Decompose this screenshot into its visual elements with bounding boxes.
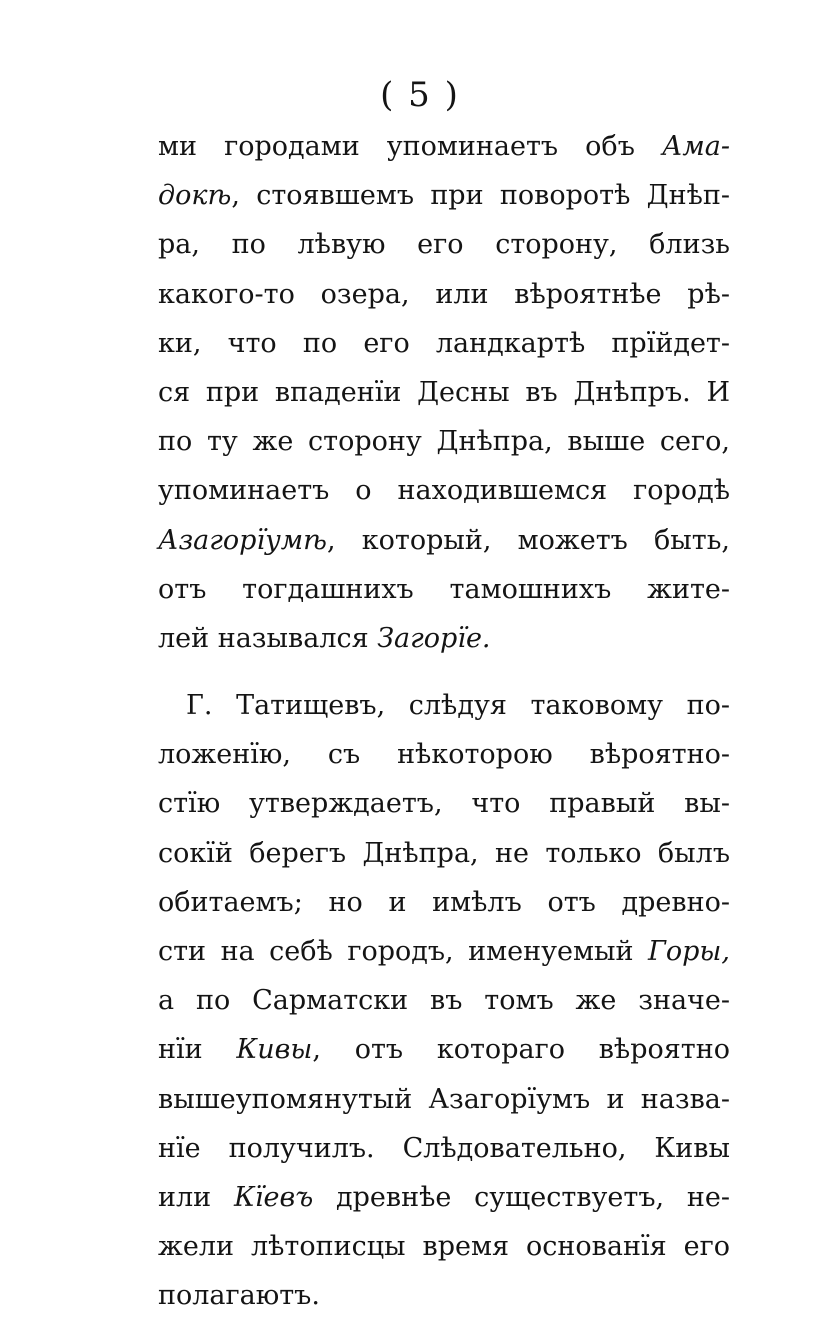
text-line bbox=[158, 927, 730, 976]
text-line bbox=[158, 220, 730, 269]
text-line bbox=[158, 1173, 730, 1222]
text-segment: нїи bbox=[158, 1034, 237, 1066]
italic-text: Кивы bbox=[236, 1034, 313, 1066]
text-segment: Г. Татищевъ, слѣдуя таковому по- bbox=[186, 690, 730, 722]
text-line bbox=[158, 516, 730, 565]
text-line bbox=[158, 878, 730, 927]
text-line bbox=[158, 368, 730, 417]
text-line bbox=[158, 1124, 730, 1173]
italic-text: Кїевъ bbox=[233, 1181, 314, 1213]
text-line bbox=[158, 417, 730, 466]
text-segment: полагаютъ. bbox=[158, 1280, 320, 1312]
text-line bbox=[158, 1075, 730, 1124]
text-segment: ки, что по его ландкартѣ прїйдет- bbox=[158, 327, 730, 359]
text-line bbox=[158, 466, 730, 515]
text-segment: отъ тогдашнихъ тамошнихъ жите- bbox=[158, 573, 730, 605]
italic-text: Азагорїумѣ bbox=[158, 524, 327, 556]
text-segment: стїю утверждаетъ, что правый вы- bbox=[158, 788, 730, 820]
text-line bbox=[158, 681, 730, 730]
italic-text: Горы, bbox=[648, 936, 730, 967]
text-segment: жели лѣтописцы время основанїя его bbox=[158, 1231, 730, 1263]
text-segment: ми городами упоминаетъ объ bbox=[158, 131, 662, 162]
text-line bbox=[158, 614, 730, 663]
text-line bbox=[158, 1222, 730, 1271]
text-line bbox=[158, 976, 730, 1025]
italic-text: докѣ bbox=[158, 180, 232, 212]
text-line bbox=[158, 270, 730, 319]
text-segment: ра, по лѣвую его сторону, близь bbox=[158, 229, 730, 261]
page-number: ( 5 ) bbox=[380, 75, 460, 115]
text-line bbox=[158, 829, 730, 878]
text-segment: сти на себѣ городъ, именуемый bbox=[158, 936, 648, 967]
italic-text: Ама- bbox=[661, 131, 730, 162]
paragraph bbox=[158, 122, 730, 663]
paragraph-gap bbox=[158, 663, 730, 681]
italic-text: Загорїе. bbox=[377, 622, 491, 654]
text-segment: сокїй берегъ Днѣпра, не только былъ bbox=[158, 837, 730, 869]
text-line bbox=[158, 122, 730, 171]
text-line bbox=[158, 1025, 730, 1074]
text-segment: ся при впаденїи Десны въ Днѣпръ. И bbox=[158, 376, 730, 408]
text-segment: обитаемъ; но и имѣлъ отъ древно- bbox=[158, 886, 730, 918]
text-segment: упоминаетъ о находившемся городѣ bbox=[158, 475, 730, 507]
text-line bbox=[158, 565, 730, 614]
paragraph bbox=[158, 681, 730, 1320]
text-segment: вышеупомянутый Азагорїумъ и назва- bbox=[158, 1083, 730, 1115]
text-line bbox=[158, 1271, 730, 1320]
text-line bbox=[158, 779, 730, 828]
text-line bbox=[158, 319, 730, 368]
text-segment: или bbox=[158, 1181, 234, 1213]
text-segment: , стоявшемъ при поворотѣ Днѣп- bbox=[231, 180, 730, 212]
text-segment: , который, можетъ быть, bbox=[326, 524, 730, 556]
text-segment: древнѣе существуетъ, не- bbox=[313, 1181, 730, 1213]
body-text bbox=[158, 122, 730, 1321]
text-line bbox=[158, 730, 730, 779]
text-segment: какого-то озера, или вѣроятнѣе рѣ- bbox=[158, 278, 730, 310]
text-segment: ложенїю, съ нѣкоторою вѣроятно- bbox=[158, 739, 730, 771]
text-segment: лей назывался bbox=[158, 622, 378, 654]
text-segment: , отъ котораго вѣроятно bbox=[312, 1034, 730, 1066]
text-segment: а по Сарматски въ томъ же значе- bbox=[158, 985, 730, 1017]
text-line bbox=[158, 171, 730, 220]
text-segment: по ту же сторону Днѣпра, выше сего, bbox=[158, 426, 730, 458]
text-segment: нїе получилъ. Слѣдовательно, Кивы bbox=[158, 1132, 730, 1164]
